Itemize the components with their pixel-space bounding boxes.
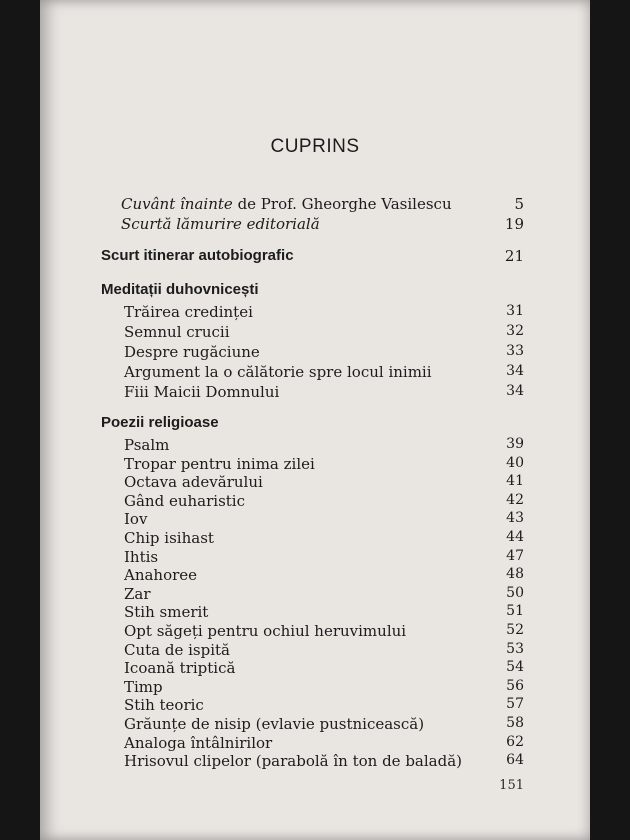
book-page xyxy=(40,0,590,840)
entry-page-number: 5 xyxy=(514,195,524,213)
toc-section-poems xyxy=(40,414,590,436)
entry-page-number: 48 xyxy=(506,566,524,583)
entry-title: Icoană triptică xyxy=(124,659,236,678)
entry-page-number: 42 xyxy=(506,491,524,508)
entry-title: Iov xyxy=(124,510,148,529)
entry-page-number: 43 xyxy=(506,510,524,527)
entry-title: Zar xyxy=(124,584,151,603)
entry-title: Argument la o călătorie spre locul inimii xyxy=(124,363,432,381)
entry-title: Scurtă lămurire editorială xyxy=(121,215,320,233)
toc-entry xyxy=(40,343,590,365)
entry-author: de Prof. Gheorghe Vasilescu xyxy=(237,195,452,213)
section-title: Meditații duhovnicești xyxy=(101,281,259,298)
entry-title: Stih teoric xyxy=(124,696,204,715)
entry-page-number: 52 xyxy=(506,622,524,638)
entry-page-number: 44 xyxy=(506,529,524,545)
entry-page-number: 54 xyxy=(506,659,524,676)
entry-title: Opt săgeți pentru ochiul heruvimului xyxy=(124,622,407,640)
entry-title: Hrisovul clipelor (parabolă în ton de baladă) xyxy=(124,752,463,771)
entry-title: Trăirea credinței xyxy=(124,303,253,321)
toc-entry xyxy=(40,383,590,405)
toc-section-meditations xyxy=(40,281,590,303)
toc-entry-foreword xyxy=(40,195,590,217)
entry-title: Octava adevărului xyxy=(124,473,263,492)
entry-title: Ihtis xyxy=(124,547,159,566)
toc-entry xyxy=(40,303,590,325)
entry-title: Psalm xyxy=(124,436,170,454)
entry-page-number: 58 xyxy=(506,715,524,731)
toc-entry xyxy=(40,363,590,385)
entry-page-number: 34 xyxy=(506,363,524,379)
entry-page-number: 19 xyxy=(504,215,524,233)
entry-title: Semnul crucii xyxy=(124,323,230,341)
toc-section-autobiography xyxy=(40,247,590,269)
entry-title: Despre rugăciune xyxy=(124,343,260,361)
entry-page-number: 32 xyxy=(506,323,524,339)
entry-page-number: 51 xyxy=(506,603,524,620)
entry-page-number: 40 xyxy=(506,454,524,471)
entry-title: Cuta de ispită xyxy=(124,640,230,659)
page-folio-number: 151 xyxy=(499,778,524,793)
entry-title: Fiii Maicii Domnului xyxy=(124,383,280,401)
entry-page-number: 56 xyxy=(506,677,524,694)
entry-title: Cuvânt înainte xyxy=(121,195,233,213)
entry-page-number: 47 xyxy=(506,547,524,564)
entry-title: Analoga întâlnirilor xyxy=(124,733,273,752)
toc-entry-editorial-note xyxy=(40,215,590,237)
entry-page-number: 64 xyxy=(506,752,524,769)
entry-title: Stih smerit xyxy=(124,603,209,622)
toc-entry xyxy=(40,323,590,345)
entry-title: Chip isihast xyxy=(124,529,214,547)
section-title: Scurt itinerar autobiografic xyxy=(101,247,294,264)
entry-page-number: 57 xyxy=(506,696,524,713)
entry-page-number: 50 xyxy=(506,584,524,601)
page-title: CUPRINS xyxy=(270,136,360,157)
entry-title: Tropar pentru inima zilei xyxy=(124,454,315,473)
entry-page-number: 62 xyxy=(506,733,524,750)
entry-page-number: 53 xyxy=(506,640,524,657)
section-title: Poezii religioase xyxy=(101,414,219,431)
entry-title: Grăunțe de nisip (evlavie pustnicească) xyxy=(124,715,425,733)
entry-page-number: 31 xyxy=(506,303,524,319)
entry-page-number: 33 xyxy=(506,343,524,359)
entry-page-number: 41 xyxy=(506,473,524,490)
toc-entry xyxy=(40,752,590,774)
entry-page-number: 21 xyxy=(504,247,524,265)
entry-page-number: 39 xyxy=(506,436,524,452)
entry-page-number: 34 xyxy=(506,383,524,399)
entry-title: Anahoree xyxy=(124,566,198,585)
entry-title: Timp xyxy=(124,677,163,696)
entry-title: Gând euharistic xyxy=(124,491,245,510)
